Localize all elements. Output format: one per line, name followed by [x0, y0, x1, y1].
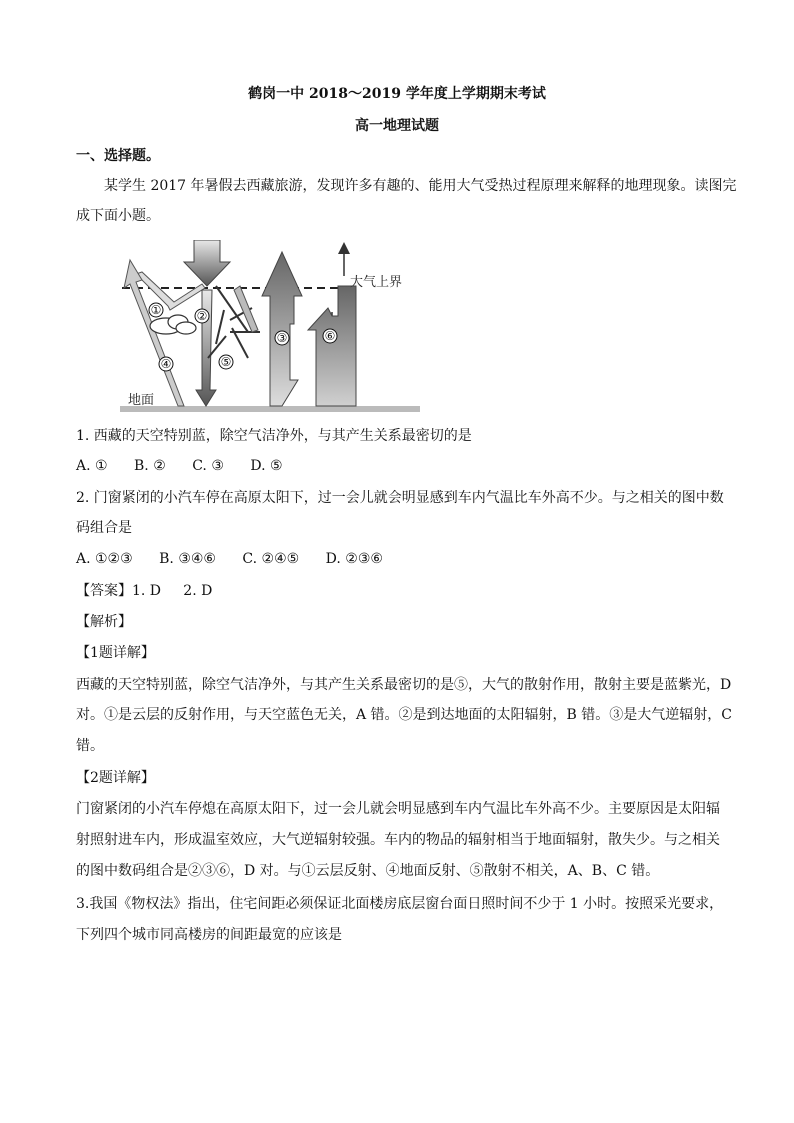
- question-3-line-1: 3.我国《物权法》指出，住宅间距必须保证北面楼房底层窗台面日照时间不少于 1 小时。按照采光要求，: [76, 896, 724, 912]
- detail-2-line-3: 的图中数码组合是②③⑥，D 对。与①云层反射、④地面反射、⑤散射不相关，A、B、C 错。: [76, 863, 660, 879]
- q1-option-d: D. ⑤: [250, 458, 283, 474]
- question-3-line-2: 下列四个城市同高楼房的间距最宽的应该是: [76, 927, 342, 943]
- section-heading: 一、选择题。: [76, 148, 160, 164]
- detail-2-heading: 【2题详解】: [76, 770, 155, 786]
- atmospheric-counter-radiation-arrow: [262, 252, 302, 406]
- exam-title: 鹤岗一中 2018～2019 学年度上学期期末考试: [248, 86, 546, 102]
- q1-option-c: C. ③: [192, 458, 224, 474]
- analysis-heading: 【解析】: [76, 614, 132, 630]
- intro-line-2: 成下面小题。: [76, 208, 160, 224]
- detail-2-line-1: 门窗紧闭的小汽车停熄在高原太阳下，过一会儿就会明显感到车内气温比车外高不少。主要原因是太阳辐: [76, 801, 720, 817]
- q1-option-a: A. ①: [76, 458, 108, 474]
- marker-4: ④: [160, 357, 172, 371]
- marker-5: ⑤: [220, 355, 232, 369]
- question-2-stem-line-2: 码组合是: [76, 520, 132, 536]
- marker-3: ③: [276, 331, 288, 345]
- question-1-options: [76, 456, 305, 476]
- q2-option-a: A. ①②③: [76, 551, 133, 567]
- detail-2-line-2: 射照射进车内，形成温室效应，大气逆辐射较强。车内的物品的辐射相当于地面辐射，散失少。与之相关: [76, 832, 720, 848]
- atmosphere-boundary-label: 大气上界: [350, 275, 403, 290]
- question-1-stem: 1. 西藏的天空特别蓝，除空气洁净外，与其产生关系最密切的是: [76, 428, 472, 444]
- detail-1-heading: 【1题详解】: [76, 645, 155, 661]
- detail-1-line-3: 错。: [76, 738, 104, 754]
- ground-radiation-arrow: [308, 286, 356, 406]
- intro-line-1: 某学生 2017 年暑假去西藏旅游，发现许多有趣的、能用大气受热过程原理来解释的地理现象。读图完: [104, 178, 737, 194]
- cloud-reflection-arrow: [136, 272, 205, 310]
- detail-1-line-2: 对。①是云层的反射作用，与天空蓝色无关，A 错。②是到达地面的太阳辐射，B 错。③是大气逆辐射，C: [76, 707, 733, 723]
- atmosphere-heating-diagram: [120, 240, 420, 412]
- question-2-stem-line-1: 2. 门窗紧闭的小汽车停在高原太阳下，过一会儿就会明显感到车内气温比车外高不少。与之相关的图中数: [76, 490, 724, 506]
- answer-line: 【答案】1. D 2. D: [76, 583, 213, 599]
- marker-2: ②: [196, 309, 208, 323]
- marker-6: ⑥: [324, 329, 336, 343]
- detail-1-line-1: 西藏的天空特别蓝，除空气洁净外，与其产生关系最密切的是⑤，大气的散射作用，散射主要是蓝紫光，D: [76, 677, 732, 693]
- q2-option-d: D. ②③⑥: [325, 551, 383, 567]
- q1-option-b: B. ②: [134, 458, 166, 474]
- q2-option-b: B. ③④⑥: [159, 551, 216, 567]
- surface-solar-radiation-arrow: [196, 290, 216, 406]
- exam-subtitle: 高一地理试题: [355, 118, 439, 134]
- marker-1: ①: [150, 303, 162, 317]
- question-2-options: [76, 549, 405, 569]
- ground-surface: [120, 406, 420, 412]
- q2-option-c: C. ②④⑤: [242, 551, 300, 567]
- ground-label: 地面: [128, 393, 155, 408]
- solar-radiation-arrow: [184, 240, 230, 286]
